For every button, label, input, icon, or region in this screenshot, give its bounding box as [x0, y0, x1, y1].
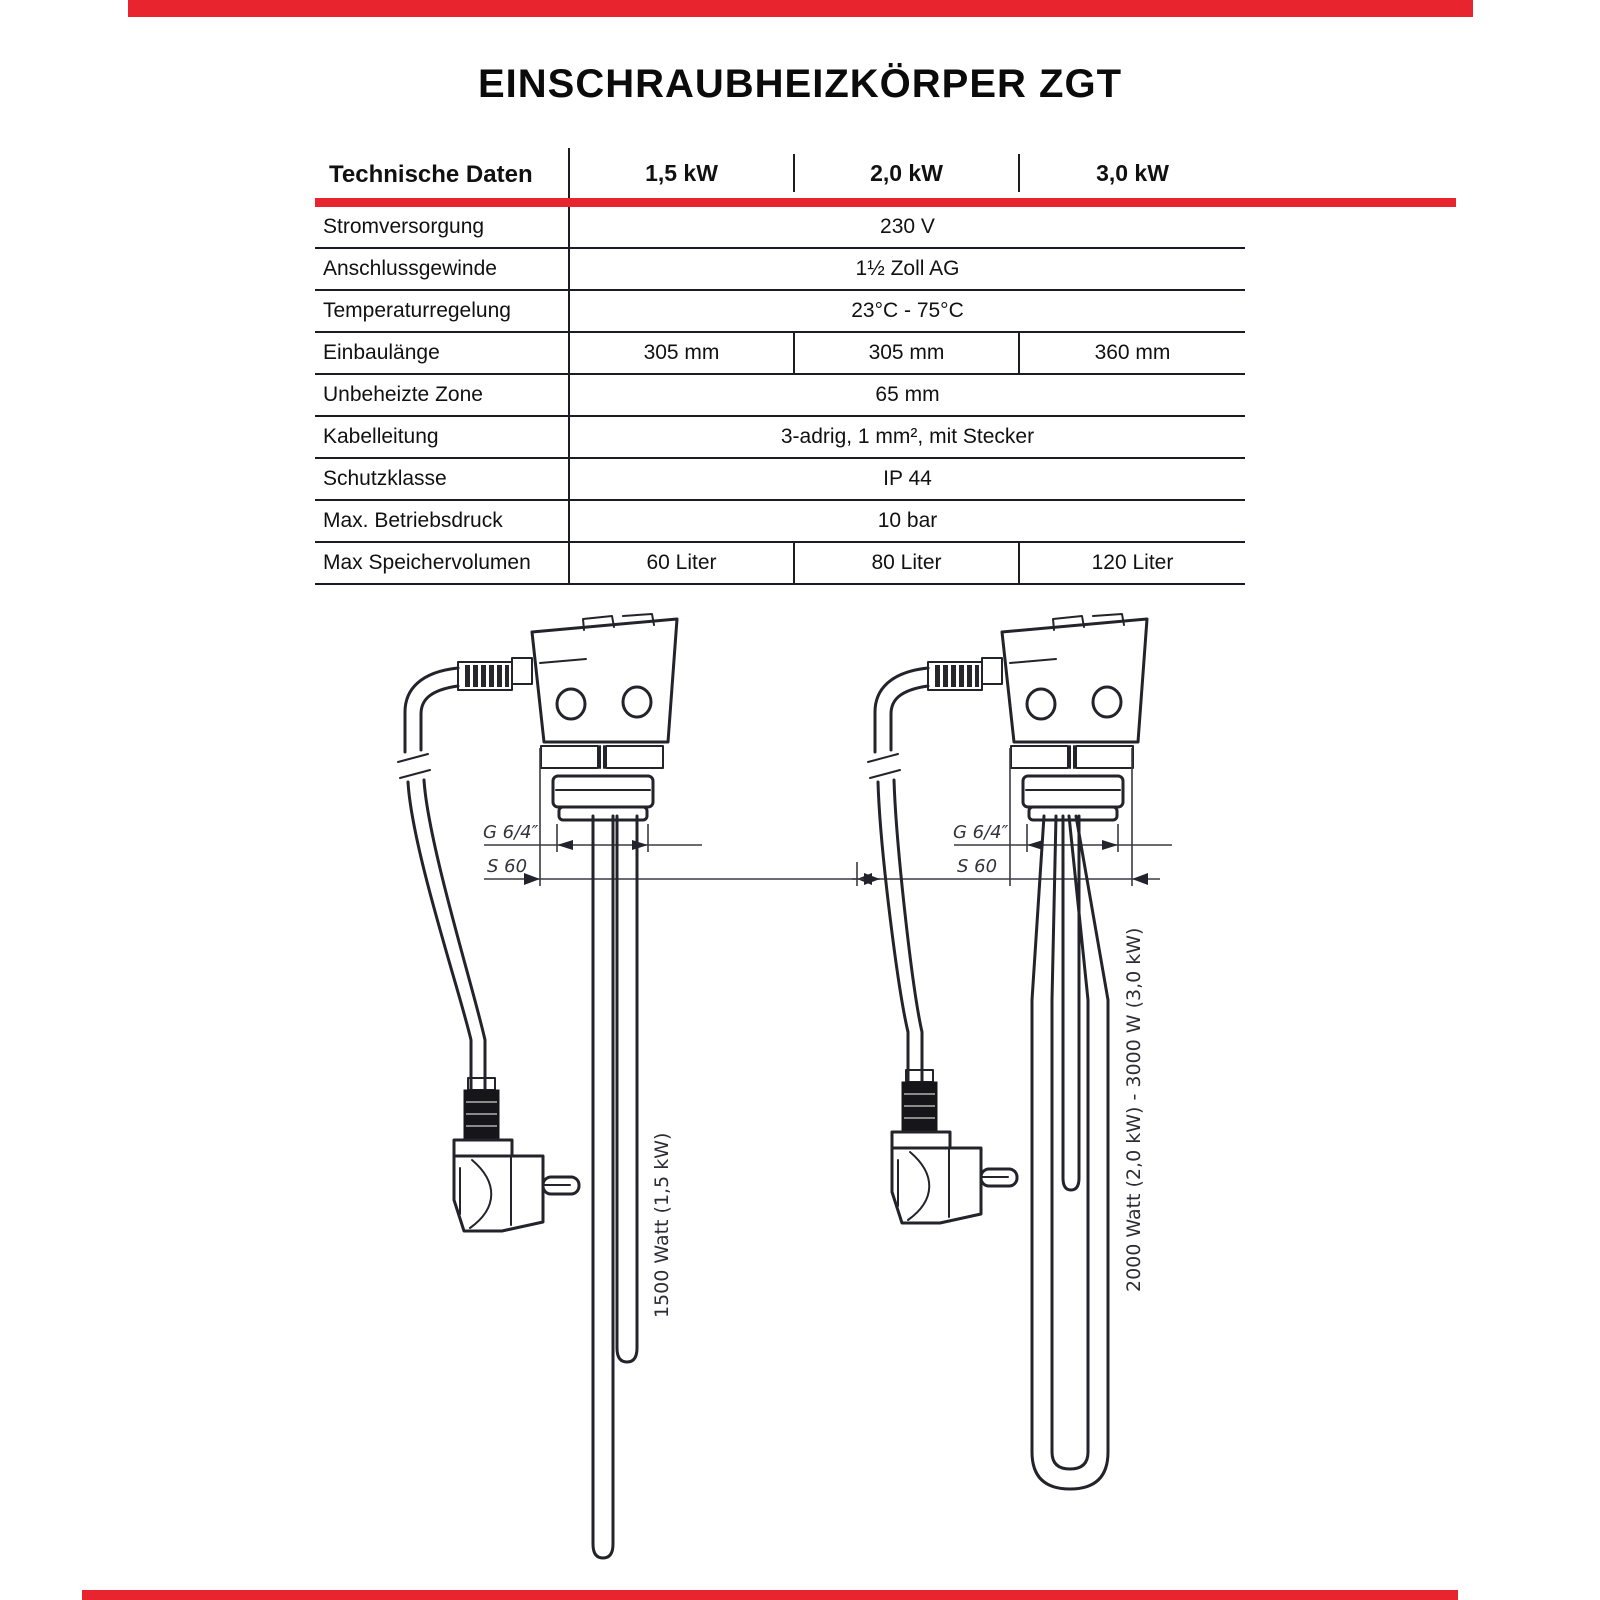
row-label: Unbeheizte Zone [315, 375, 570, 415]
wrench-size-label: S 60 [487, 856, 528, 877]
schuko-plug-icon [892, 1070, 1017, 1223]
row-label: Temperaturregelung [315, 291, 570, 331]
heating-element-drawing-2-0-3-0kw [850, 600, 1320, 1520]
table-row [315, 375, 1245, 417]
row-label: Einbaulänge [315, 333, 570, 373]
heater-tubes-icon [1032, 816, 1108, 1489]
power-rating-label: 1500 Watt (1,5 kW) [651, 1132, 673, 1318]
table-row [315, 291, 1245, 333]
thread-size-label: G 6/4″ [953, 822, 1009, 843]
column-header-1-5kw: 1,5 kW [570, 154, 795, 192]
row-value: 230 V [880, 215, 935, 238]
schuko-plug-icon [454, 1078, 579, 1231]
row-label: Stromversorgung [315, 207, 570, 247]
row-label: Anschlussgewinde [315, 249, 570, 289]
bottom-red-bar [82, 1590, 1458, 1600]
thermostat-head-icon [532, 614, 677, 742]
thread-flange-icon [541, 746, 663, 820]
wrench-size-label: S 60 [957, 856, 998, 877]
row-value: 80 Liter [795, 543, 1020, 583]
table-header-label: Technische Daten [315, 148, 570, 198]
power-rating-label: 2000 Watt (2,0 kW) - 3000 W (3,0 kW) [1123, 927, 1145, 1292]
row-label: Kabelleitung [315, 417, 570, 457]
row-value: 360 mm [1094, 341, 1171, 364]
table-header-row [315, 148, 1245, 198]
row-value: 3-adrig, 1 mm², mit Stecker [780, 425, 1035, 448]
header-red-underline [315, 198, 1456, 207]
row-label: Max. Betriebsdruck [315, 501, 570, 541]
row-value: IP 44 [883, 467, 932, 490]
heater-tubes-icon [593, 816, 637, 1558]
technical-data-table [315, 148, 1456, 585]
row-label: Schutzklasse [315, 459, 570, 499]
table-row [315, 501, 1245, 543]
row-value: 305 mm [570, 333, 795, 373]
table-row [315, 459, 1245, 501]
power-cable-icon [868, 668, 928, 1082]
row-value: 120 Liter [1091, 551, 1174, 574]
table-row [315, 417, 1245, 459]
row-value: 23°C - 75°C [851, 299, 964, 322]
heating-element-drawing-1-5kw [380, 600, 900, 1580]
thermostat-head-icon [1002, 614, 1147, 742]
column-header-3-0kw: 3,0 kW [1096, 160, 1169, 186]
row-value: 60 Liter [570, 543, 795, 583]
page-title: EINSCHRAUBHEIZKÖRPER ZGT [477, 62, 1123, 106]
table-row [315, 333, 1245, 375]
row-value: 10 bar [877, 509, 938, 532]
thread-size-label: G 6/4″ [483, 822, 539, 843]
row-value: 65 mm [875, 383, 940, 406]
row-label: Max Speichervolumen [315, 543, 570, 583]
thread-flange-icon [1011, 746, 1133, 820]
column-header-2-0kw: 2,0 kW [795, 154, 1020, 192]
row-value: 305 mm [795, 333, 1020, 373]
row-value: 1½ Zoll AG [855, 257, 960, 280]
top-red-bar [128, 0, 1473, 17]
table-row [315, 249, 1245, 291]
table-row [315, 543, 1245, 585]
table-row [315, 207, 1245, 249]
power-cable-icon [398, 668, 485, 1090]
